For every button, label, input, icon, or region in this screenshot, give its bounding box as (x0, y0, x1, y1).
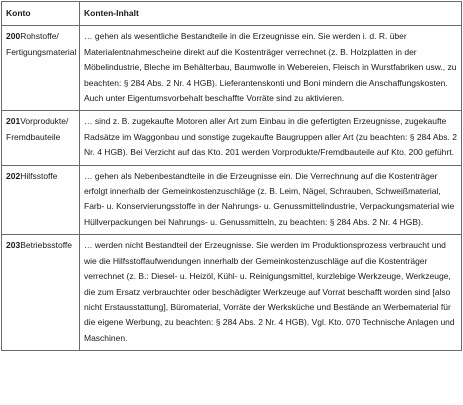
header-konto: Konto (2, 2, 80, 26)
account-number: 200 (6, 31, 21, 42)
accounts-table (1, 1, 462, 351)
header-row (2, 2, 462, 26)
account-content: … gehen als wesentliche Bestandteile in die Erzeugnisse ein. Sie werden i. d. R. über Materialentnahmescheine direkt auf die Kostenträger verrechnet (z. B. Holzplatten in der Möbelindustrie, Bleche im Behälterbau, Baumwolle in Webereien, Fleisch in Wurstfabriken usw., zu beachten: § 284 Abs. 2 Nr. 4 HGB). Lieferantenskonti und Boni mindern die Anschaffungskosten. Auch unter Eigentumsvorbehalt beschaffte Vorräte sind zu aktivieren. (80, 26, 462, 111)
account-cell (2, 165, 80, 235)
table-row (2, 111, 462, 165)
header-konten-inhalt: Konten-Inhalt (80, 2, 462, 26)
table-row (2, 26, 462, 111)
account-content: … sind z. B. zugekaufte Motoren aller Art zum Einbau in die gefertigten Erzeugnisse, zugekaufte Radsätze im Waggonbau und sonstige zugekaufte Baugruppen aller Art (zu beachten: § 284 Abs. 2 Nr. 4 HGB). Bei Verzicht auf das Kto. 201 werden Vorprodukte/Fremdbauteile auf Kto. 200 geführt. (80, 111, 462, 165)
account-name: Betriebsstoffe (20, 240, 73, 251)
account-number: 202 (6, 170, 21, 181)
account-cell (2, 235, 80, 351)
account-name: Rohstoffe/ Fertigungsmaterial (6, 31, 77, 57)
table-row (2, 165, 462, 235)
account-cell (2, 26, 80, 111)
table-row (2, 235, 462, 351)
account-name: Hilfsstoffe (20, 170, 58, 181)
account-content: … werden nicht Bestandteil der Erzeugnisse. Sie werden im Produktionsprozess verbraucht und wie die Hilfsstoffaufwendungen innerhalb der Gemeinkostenzuschläge auf die Kostenträger verrechnet (z. B.: Diesel- u. Heizöl, Kühl- u. Reinigungsmittel, kurzlebige Werkzeuge, Werkzeuge, die zum Ersatz verbrauchter oder beschädigter Werkzeuge auf Vorrat beschafft worden sind [also nicht Erstausstattung], Büromaterial, Vorräte der Werksküche und Bestände an Werbematerial für die eigene Werbung, zu beachten: § 284 Abs. 2 Nr. 4 HGB). Vgl. Kto. 070 Technische Anlagen und Maschinen. (80, 235, 462, 351)
account-content: … gehen als Nebenbestandteile in die Erzeugnisse ein. Die Verrechnung auf die Kostenträger erfolgt innerhalb der Gemeinkostenzuschläge (z. B. Leim, Nägel, Schrauben, Schweißmaterial, Farb- u. Konservierungsstoffe in der Nahrungs- u. Genussmittelindustrie, Verpackungsmaterial wie Hüllverpackungen bei Nahrungs- u. Genussmitteln, zu beachten: § 284 Abs. 2 Nr. 4 HGB). (80, 165, 462, 235)
account-cell (2, 111, 80, 165)
account-name: Vorprodukte/ Fremdbauteile (6, 116, 69, 142)
account-number: 201 (6, 116, 21, 127)
account-number: 203 (6, 240, 21, 251)
